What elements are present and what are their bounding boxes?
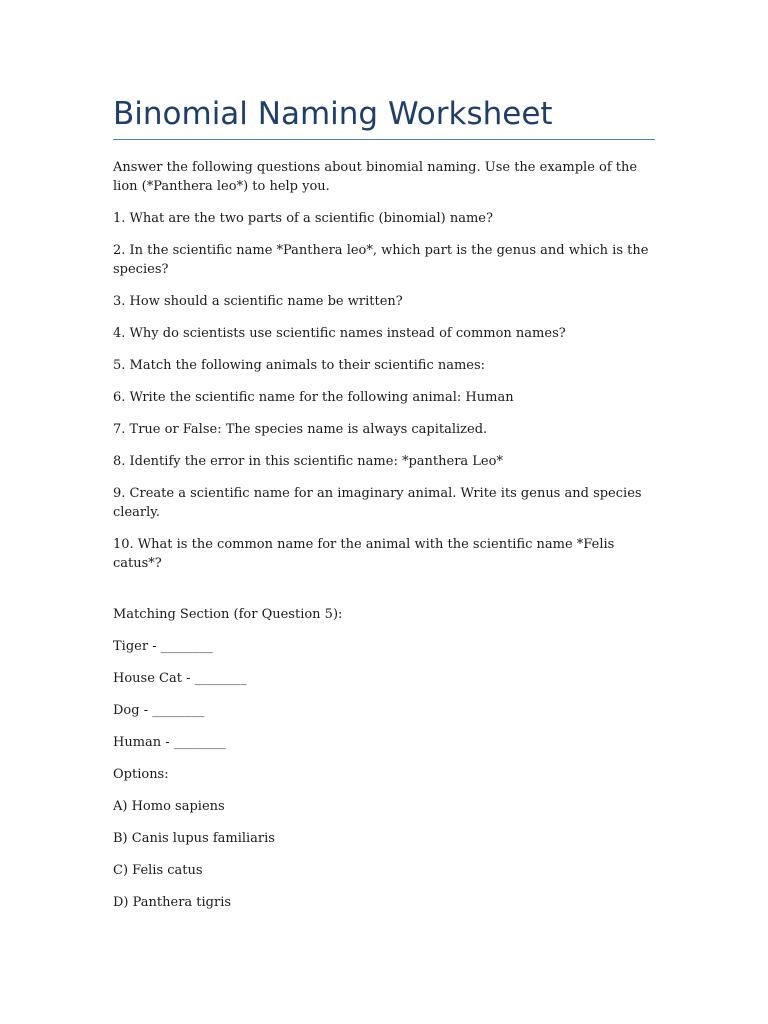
options-heading: Options: [113,767,169,782]
question-3: 3. How should a scientific name be written? [113,294,403,309]
question-7: 7. True or False: The species name is always capitalized. [113,422,488,437]
question-1: 1. What are the two parts of a scientific (binomial) name? [113,211,493,226]
title-divider [113,139,655,140]
question-2: 2. In the scientific name *Panthera leo*, which part is the genus and which is the species? [113,243,649,277]
question-4: 4. Why do scientists use scientific names instead of common names? [113,326,566,341]
matching-heading: Matching Section (for Question 5): [113,607,343,622]
page-title: Binomial Naming Worksheet [113,96,553,132]
option-a: A) Homo sapiens [113,799,225,814]
worksheet-body [113,158,655,925]
question-6: 6. Write the scientific name for the following animal: Human [113,390,514,405]
question-8: 8. Identify the error in this scientific name: *panthera Leo* [113,454,503,469]
matching-item-house-cat: House Cat - ________ [113,671,247,686]
option-d: D) Panthera tigris [113,895,232,910]
option-c: C) Felis catus [113,863,203,878]
matching-item-tiger: Tiger - ________ [113,639,213,654]
option-b: B) Canis lupus familiaris [113,831,275,846]
matching-item-human: Human - ________ [113,735,226,750]
intro-paragraph: Answer the following questions about binomial naming. Use the example of the lion (*Panthera leo*) to help you. [113,160,638,194]
question-5: 5. Match the following animals to their scientific names: [113,358,486,373]
section-spacer [113,586,655,605]
matching-item-dog: Dog - ________ [113,703,205,718]
question-9: 9. Create a scientific name for an imaginary animal. Write its genus and species clearly. [113,486,642,520]
question-10: 10. What is the common name for the animal with the scientific name *Felis catus*? [113,537,615,571]
